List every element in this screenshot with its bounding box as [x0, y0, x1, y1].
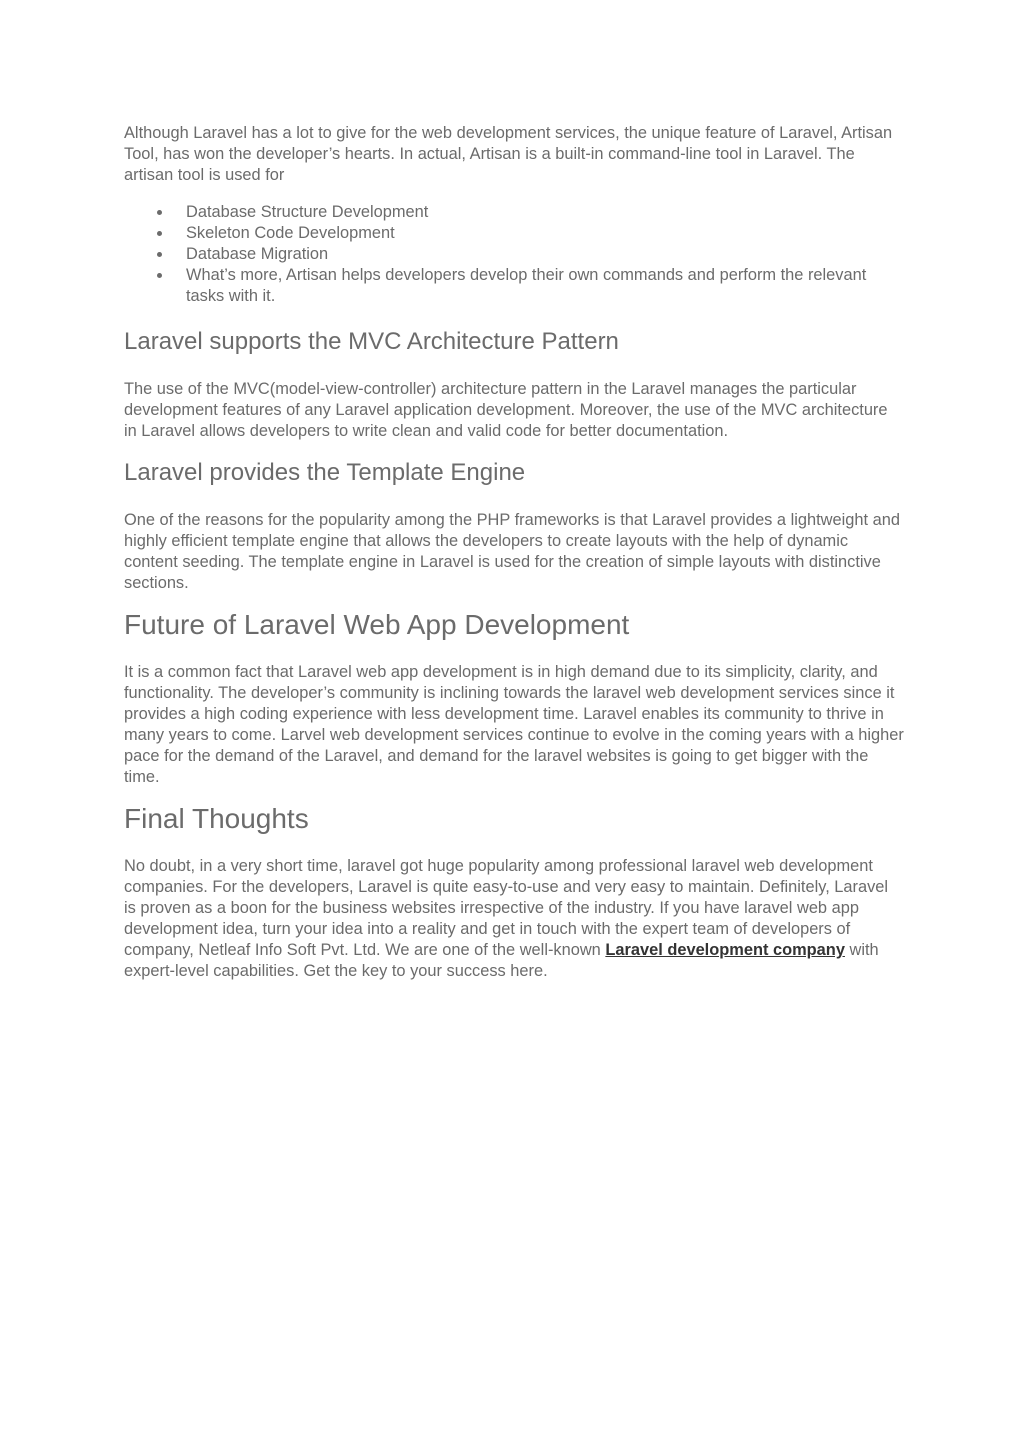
laravel-development-company-link[interactable]: Laravel development company [605, 941, 845, 959]
mvc-paragraph: The use of the MVC(model-view-controller) architecture pattern in the Laravel manages the particular development features of any Laravel application development. Moreover, the use of the MVC architecture in Laravel allows developers to write clean and valid code for better documentation. [124, 380, 888, 440]
mvc-heading: Laravel supports the MVC Architecture Pattern [124, 328, 619, 355]
artisan-uses-list [124, 202, 904, 307]
list-item: What’s more, Artisan helps developers develop their own commands and perform the relevant tasks with it. [124, 265, 904, 307]
list-item: Database Migration [124, 244, 904, 265]
future-heading: Future of Laravel Web App Development [124, 609, 630, 640]
final-thoughts-heading: Final Thoughts [124, 803, 309, 834]
document-page [124, 123, 904, 982]
intro-paragraph: Although Laravel has a lot to give for the web development services, the unique feature of Laravel, Artisan Tool, has won the developer’s hearts. In actual, Artisan is a built-in command-line tool in Laravel. The artisan tool is used for [124, 124, 893, 184]
template-heading: Laravel provides the Template Engine [124, 459, 526, 486]
final-text-after: with expert-level capabilities. Get the key to your success here. [124, 941, 879, 980]
future-paragraph: It is a common fact that Laravel web app development is in high demand due to its simplicity, clarity, and functionality. The developer’s community is inclining towards the laravel web development services since it provides a high coding experience with less development time. Laravel enables its community to thrive in many years to come. Larvel web development services continue to evolve in the coming years with a higher pace for the demand of the Laravel, and demand for the laravel websites is going to get bigger with the time. [124, 663, 904, 786]
template-paragraph: One of the reasons for the popularity among the PHP frameworks is that Laravel provides a lightweight and highly efficient template engine that allows the developers to create layouts with the help of dynamic content seeding. The template engine in Laravel is used for the creation of simple layouts with distinctive sections. [124, 511, 900, 592]
final-thoughts-paragraph [124, 856, 904, 982]
list-item: Database Structure Development [124, 202, 904, 223]
list-item: Skeleton Code Development [124, 223, 904, 244]
final-text-before: No doubt, in a very short time, laravel got huge popularity among professional laravel web development companies. For the developers, Laravel is quite easy-to-use and very easy to maintain. Definitely, Laravel is proven as a boon for the business websites irrespective of the industry. If you have laravel web app development idea, turn your idea into a reality and get in touch with the expert team of developers of company, Netleaf Info Soft Pvt. Ltd. We are one of the well-known [124, 857, 889, 959]
